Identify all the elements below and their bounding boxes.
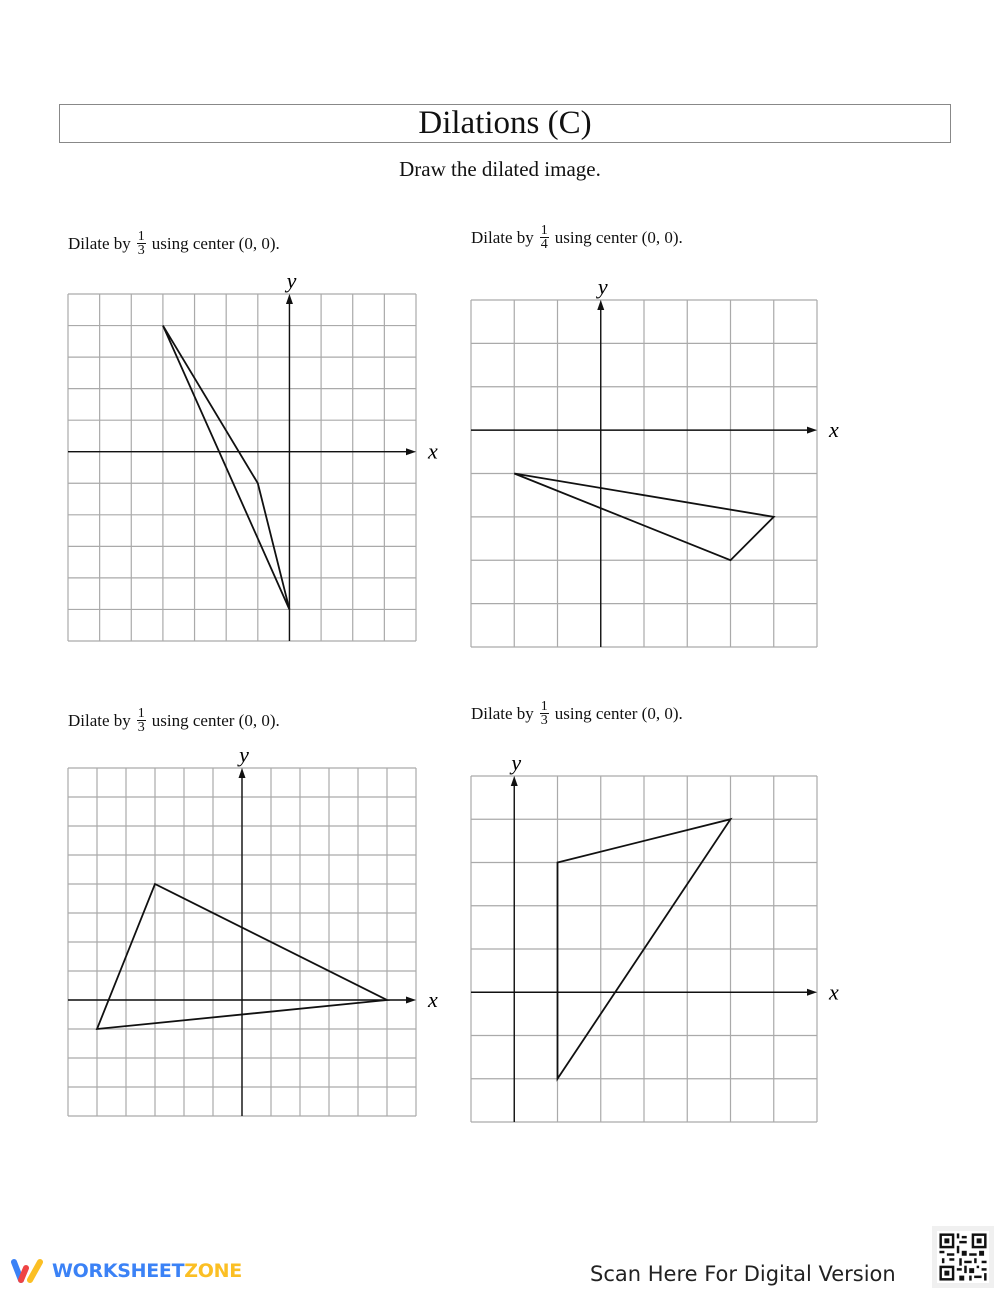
page-title: Dilations (C) (418, 105, 592, 141)
scan-text: Scan Here For Digital Version (590, 1262, 896, 1286)
y-axis-arrow-icon (597, 300, 604, 310)
y-axis-arrow-icon (511, 776, 518, 786)
prompt-text: Dilate by (471, 703, 534, 723)
numerator: 1 (540, 223, 548, 238)
numerator: 1 (137, 706, 145, 721)
x-axis-arrow-icon (807, 989, 817, 996)
numerator: 1 (137, 229, 145, 244)
denominator: 3 (137, 720, 145, 735)
x-axis-arrow-icon (406, 997, 416, 1004)
x-axis-arrow-icon (807, 427, 817, 434)
brand-name (52, 1260, 242, 1282)
y-axis-label: y (597, 274, 608, 299)
prompt-text: Dilate by (471, 227, 534, 247)
prompt-text: using center (0, 0). (151, 233, 280, 253)
y-axis-arrow-icon (286, 294, 293, 304)
prompt-text: using center (0, 0). (554, 227, 683, 247)
denominator: 3 (137, 243, 145, 258)
logo-w-icon (10, 1258, 46, 1284)
worksheet-zone-logo (10, 1258, 242, 1284)
coordinate-grid-2 (471, 274, 839, 647)
denominator: 4 (540, 237, 548, 252)
y-axis-label: y (239, 742, 249, 767)
prompt-text: using center (0, 0). (151, 710, 280, 730)
x-axis-label: x (428, 438, 438, 464)
x-axis-label: x (829, 979, 839, 1005)
brand-part-2: ZONE (184, 1260, 242, 1282)
y-axis-label: y (286, 268, 297, 293)
brand-part-1: WORKSHEET (52, 1260, 185, 1282)
qr-code-icon[interactable] (932, 1226, 994, 1288)
x-axis-label: x (829, 417, 839, 443)
x-axis-label: x (428, 987, 438, 1012)
denominator: 3 (540, 713, 548, 728)
y-axis-arrow-icon (239, 768, 246, 778)
coordinate-grid-4 (471, 750, 839, 1122)
prompt-text: Dilate by (68, 710, 131, 730)
numerator: 1 (540, 699, 548, 714)
prompt-text: Dilate by (68, 233, 131, 253)
coordinate-grid-1 (68, 268, 438, 641)
x-axis-arrow-icon (406, 448, 416, 455)
prompt-text: using center (0, 0). (554, 703, 683, 723)
coordinate-grid-3 (68, 742, 438, 1116)
y-axis-label: y (511, 750, 522, 775)
instructions: Draw the dilated image. (399, 157, 601, 181)
